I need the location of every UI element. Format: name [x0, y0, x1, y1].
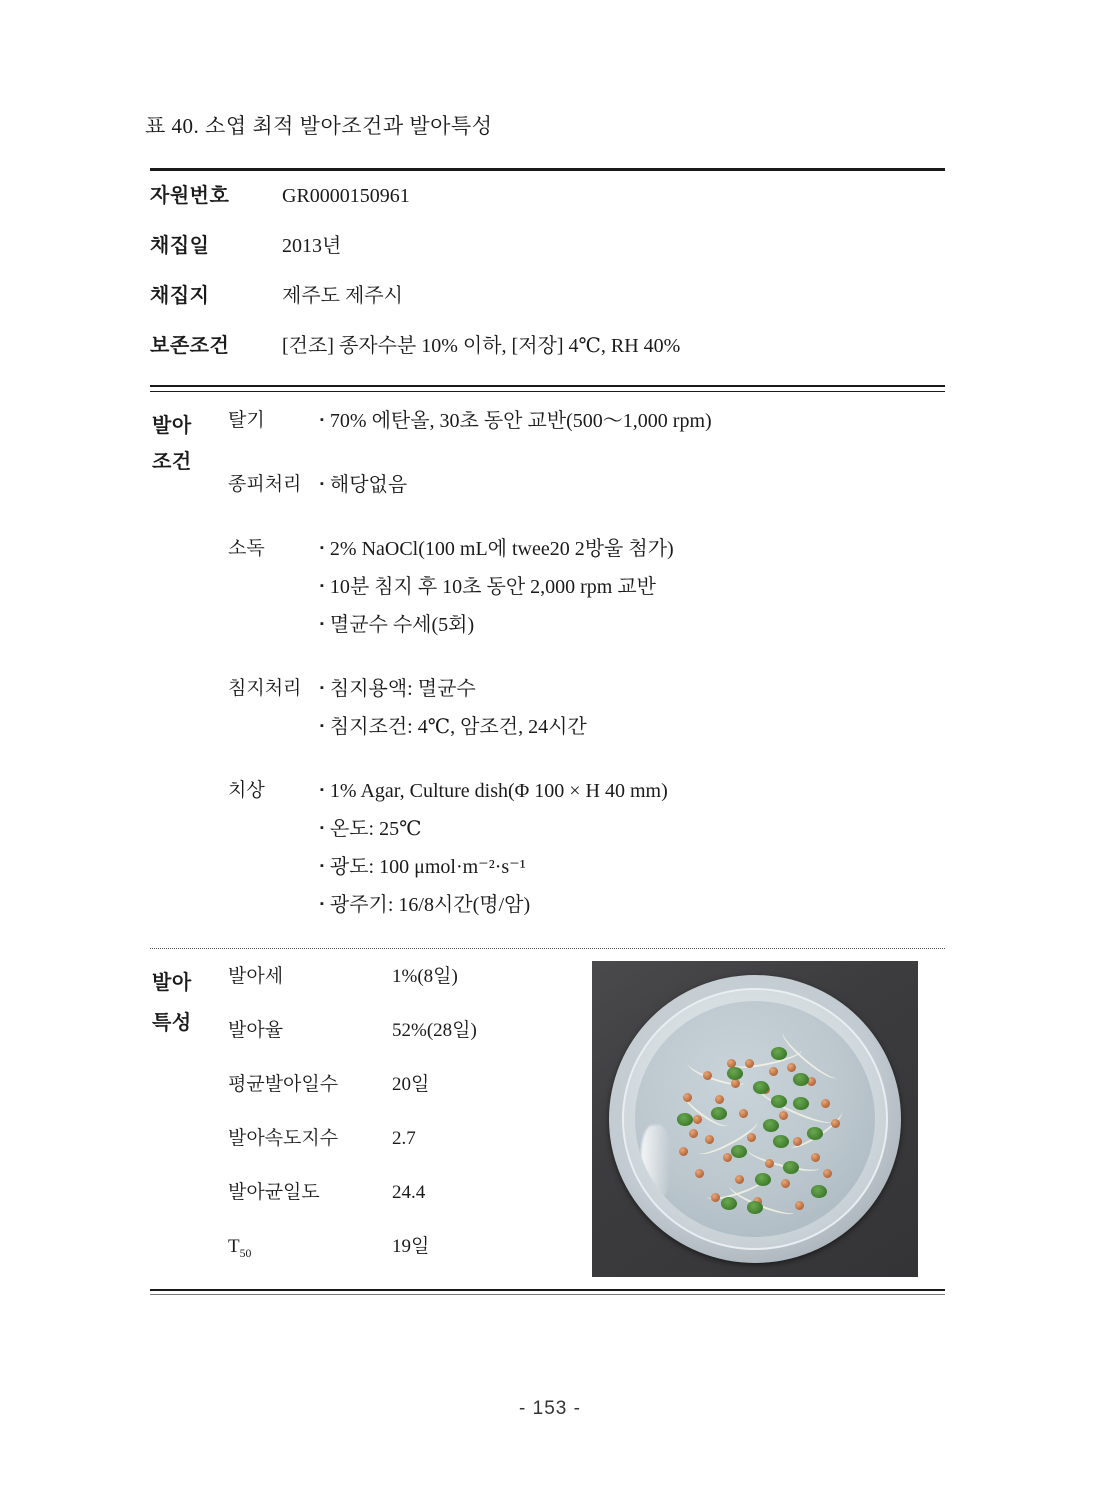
- seed: [793, 1137, 802, 1146]
- row-value-collection-date: 2013년: [282, 235, 342, 257]
- list-item: [320, 468, 945, 506]
- list-item-text: 10분 침지 후 10초 동안 2,000 rpm 교반: [329, 576, 657, 598]
- row-items-degassing: [320, 404, 945, 442]
- table-middle-rule: [150, 385, 945, 392]
- cotyledon: [711, 1107, 727, 1120]
- row-label-collection-site: 채집지: [150, 285, 210, 307]
- row-label-plating: 치상: [228, 780, 265, 801]
- square-bullet-icon: ▪: [320, 860, 324, 872]
- section-label-line1: 발아: [152, 972, 192, 994]
- section-label-germination-conditions: [152, 408, 226, 480]
- cotyledon: [747, 1201, 763, 1214]
- t50-subscript: 50: [239, 1246, 252, 1260]
- row-items-sterilization: [320, 532, 945, 646]
- section-label-germination-characteristics: [152, 963, 226, 1043]
- germination-table: [150, 168, 945, 1295]
- cotyledon: [807, 1127, 823, 1140]
- list-item-text: 온도: 25℃: [329, 818, 422, 840]
- list-item-text: 해당없음: [329, 474, 408, 496]
- seed: [831, 1119, 840, 1128]
- row-label-t50: $T_{50}$: [228, 1236, 252, 1260]
- square-bullet-icon: ▪: [320, 580, 324, 592]
- list-item: [320, 570, 945, 608]
- seed: [693, 1115, 702, 1124]
- photo-canvas: [592, 961, 918, 1277]
- seed: [715, 1095, 724, 1104]
- row-value-germination-rate: 52%(28일): [392, 1020, 477, 1041]
- page-title: 표 40. 소엽 최적 발아조건과 발아특성: [145, 114, 493, 138]
- section-label-line1: 발아: [152, 415, 192, 437]
- characteristics-list: [228, 961, 628, 1285]
- list-item-text: 침지용액: 멸균수: [329, 678, 476, 700]
- list-item: [320, 710, 945, 748]
- row-label-sterilization: 소독: [228, 538, 265, 559]
- square-bullet-icon: ▪: [320, 822, 324, 834]
- row-items-imbibition-treatment: [320, 672, 945, 748]
- row-label-germination-speed-index: 발아속도지수: [228, 1128, 339, 1149]
- row-value-germination-speed-index: 2.7: [392, 1128, 416, 1149]
- seed: [795, 1201, 804, 1210]
- table-row: [150, 532, 945, 646]
- square-bullet-icon: ▪: [320, 478, 324, 490]
- cotyledon: [755, 1173, 771, 1186]
- seed: [695, 1169, 704, 1178]
- row-label-mean-germination-time: 평균발아일수: [228, 1074, 339, 1095]
- seed: [745, 1059, 754, 1068]
- seed: [823, 1169, 832, 1178]
- table-row: [228, 1177, 628, 1231]
- seed: [683, 1093, 692, 1102]
- square-bullet-icon: ▪: [320, 414, 324, 426]
- seed: [731, 1079, 740, 1088]
- table-row: [150, 279, 945, 329]
- seed: [711, 1193, 720, 1202]
- row-value-germination-energy: 1%(8일): [392, 966, 458, 987]
- seed: [705, 1135, 714, 1144]
- seed: [739, 1109, 748, 1118]
- table-row: [228, 961, 628, 1015]
- list-item-text: 광주기: 16/8시간(명/암): [329, 894, 531, 916]
- cotyledon: [727, 1067, 743, 1080]
- table-row: [150, 179, 945, 229]
- list-item-text: 침지조건: 4℃, 암조건, 24시간: [329, 716, 587, 738]
- square-bullet-icon: ▪: [320, 682, 324, 694]
- seed: [703, 1071, 712, 1080]
- row-label-collection-date: 채집일: [150, 235, 210, 257]
- list-item: [320, 404, 945, 442]
- list-item: [320, 812, 945, 850]
- list-item: [320, 608, 945, 646]
- seed: [765, 1159, 774, 1168]
- row-label-germination-energy: 발아세: [228, 966, 284, 987]
- seed: [811, 1153, 820, 1162]
- cotyledon: [771, 1095, 787, 1108]
- row-label-imbibition-treatment: 침지처리: [228, 678, 302, 699]
- list-item: [320, 888, 945, 926]
- row-label-resource-number: 자원번호: [150, 185, 230, 207]
- square-bullet-icon: ▪: [320, 898, 324, 910]
- table-row: [150, 404, 945, 442]
- square-bullet-icon: ▪: [320, 784, 324, 796]
- cotyledon: [773, 1135, 789, 1148]
- row-label-germination-uniformity: 발아균일도: [228, 1182, 320, 1203]
- table-row: [150, 468, 945, 506]
- page-number: - 153 -: [519, 1398, 581, 1419]
- seed: [781, 1179, 790, 1188]
- list-item: [320, 532, 945, 570]
- table-row: [228, 1069, 628, 1123]
- list-item-text: 광도: 100 μmol·m⁻²·s⁻¹: [329, 856, 526, 878]
- square-bullet-icon: ▪: [320, 720, 324, 732]
- seed: [769, 1067, 778, 1076]
- list-item-text: 2% NaOCl(100 mL에 twee20 2방울 첨가): [329, 538, 674, 560]
- table-row: [228, 1015, 628, 1069]
- table-row: [150, 229, 945, 279]
- seed: [821, 1099, 830, 1108]
- dish-agar-surface: [635, 1001, 875, 1237]
- dish-highlight: [641, 1125, 671, 1199]
- list-item: [320, 774, 945, 812]
- square-bullet-icon: ▪: [320, 618, 324, 630]
- table-row: [150, 774, 945, 926]
- section-label-line2: 조건: [152, 451, 192, 473]
- row-items-seedcoat-treatment: [320, 468, 945, 506]
- table-row: [150, 329, 945, 379]
- cotyledon: [783, 1161, 799, 1174]
- row-value-germination-uniformity: 24.4: [392, 1182, 426, 1203]
- cotyledon: [771, 1047, 787, 1060]
- cotyledon: [677, 1113, 693, 1126]
- table-row: [150, 672, 945, 748]
- cotyledon: [731, 1145, 747, 1158]
- germination-conditions-section: [150, 392, 945, 948]
- table-row: [228, 1231, 628, 1285]
- germination-characteristics-section: [150, 949, 945, 1289]
- list-item-text: 1% Agar, Culture dish(Φ 100 × H 40 mm): [329, 780, 668, 802]
- row-value-mean-germination-time: 20일: [392, 1074, 430, 1095]
- row-label-seedcoat-treatment: 종피처리: [228, 474, 302, 495]
- row-label-degassing: 탈기: [228, 410, 265, 431]
- table-row: [228, 1123, 628, 1177]
- section-label-line2: 특성: [152, 1012, 192, 1034]
- resource-info-section: [150, 171, 945, 385]
- cotyledon: [753, 1081, 769, 1094]
- seed: [689, 1129, 698, 1138]
- row-label-germination-rate: 발아율: [228, 1020, 284, 1041]
- list-item: [320, 850, 945, 888]
- square-bullet-icon: ▪: [320, 542, 324, 554]
- seed: [723, 1153, 732, 1162]
- cotyledon: [793, 1097, 809, 1110]
- cotyledon: [793, 1073, 809, 1086]
- table-bottom-rule: [150, 1289, 945, 1295]
- seed: [779, 1111, 788, 1120]
- row-items-plating: [320, 774, 945, 926]
- seed: [735, 1175, 744, 1184]
- row-value-storage-condition: [건조] 종자수분 10% 이하, [저장] 4℃, RH 40%: [282, 335, 681, 357]
- list-item-text: 70% 에탄올, 30초 동안 교반(500～1,000 rpm): [329, 410, 712, 432]
- seed: [787, 1063, 796, 1072]
- petri-dish-photo: [592, 961, 918, 1277]
- list-item-text: 멸균수 수세(5회): [329, 614, 475, 636]
- row-label-storage-condition: 보존조건: [150, 335, 230, 357]
- list-item: [320, 672, 945, 710]
- seed: [679, 1147, 688, 1156]
- row-value-resource-number: GR0000150961: [282, 185, 410, 207]
- cotyledon: [811, 1185, 827, 1198]
- row-value-collection-site: 제주도 제주시: [282, 285, 403, 307]
- row-value-t50: 19일: [392, 1236, 430, 1257]
- seed: [747, 1133, 756, 1142]
- cotyledon: [721, 1197, 737, 1210]
- cotyledon: [763, 1119, 779, 1132]
